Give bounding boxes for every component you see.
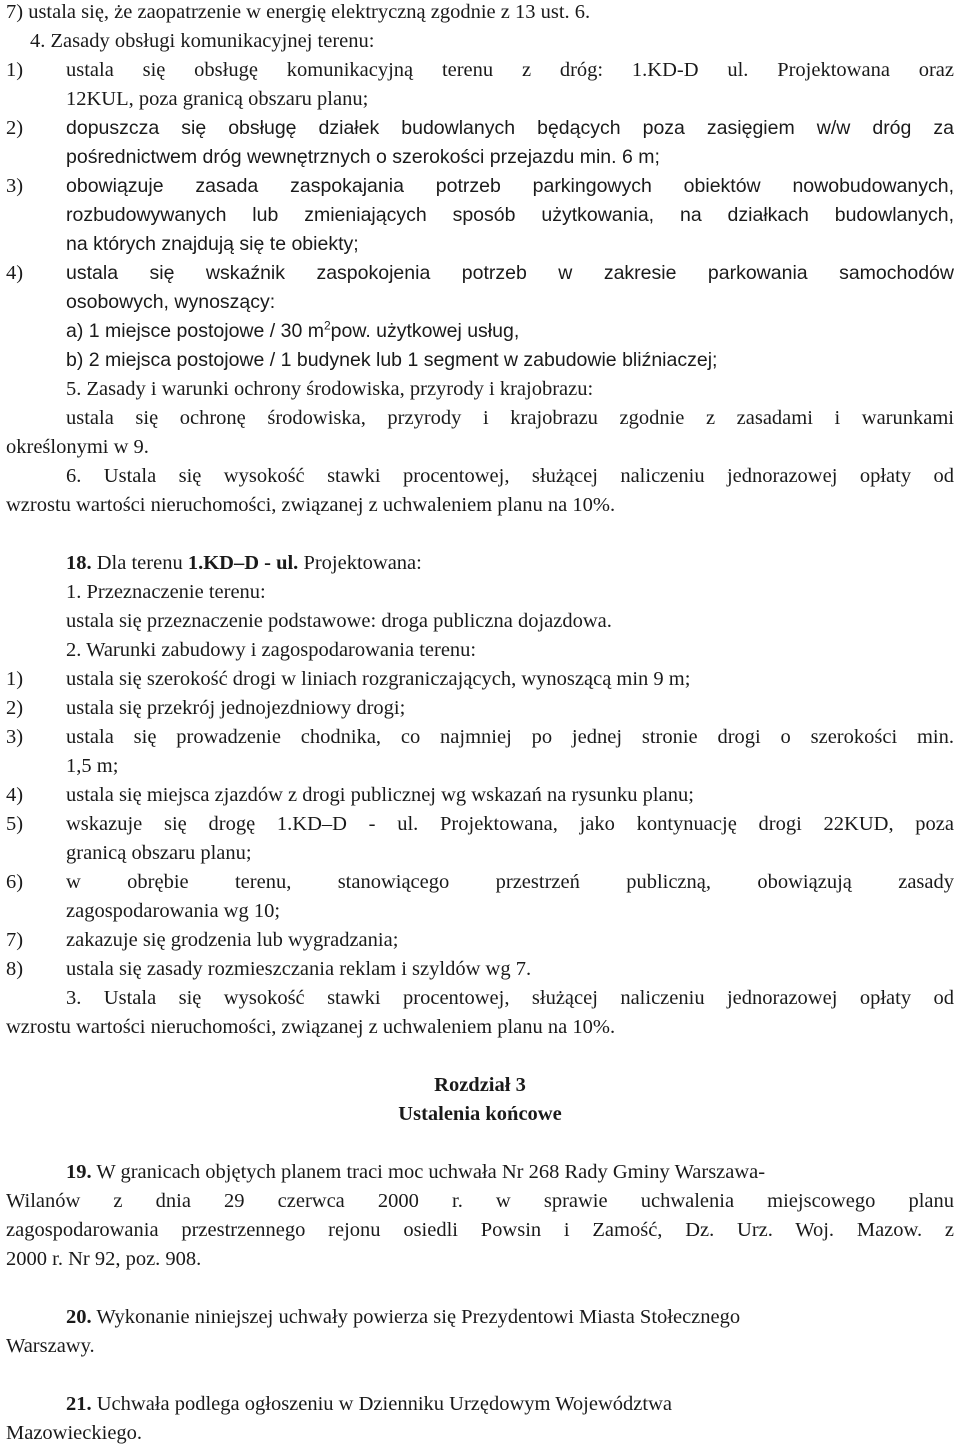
text-line: Wilanów z dnia 29 czerwca 2000 r. w sprawie uchwalenia miejscowego planu: [6, 1190, 954, 1212]
paragraph-body: Wykonanie niniejszej uchwały powierza się Prezydentowi Miasta Stołecznego: [91, 1306, 741, 1328]
section-heading: 5. Zasady i warunki ochrony środowiska, przyrody i krajobrazu:: [66, 378, 594, 400]
sub-item-text: pow. użytkowej usług,: [330, 320, 520, 342]
heading-text: Projektowana:: [298, 552, 422, 574]
list-item: ustala się miejsca zjazdów z drogi publicznej wg wskazań na rysunku planu;: [66, 784, 694, 806]
text-line: ustala się ochronę środowiska, przyrody i krajobrazu zgodnie z zasadami i warunkami: [66, 407, 954, 429]
list-number: 2): [6, 117, 24, 139]
list-number: 3): [6, 726, 24, 748]
list-number: 6): [6, 871, 24, 893]
section-heading: 2. Warunki zabudowy i zagospodarowania terenu:: [66, 639, 477, 661]
heading-symbol: 1.KD–D - ul.: [187, 552, 299, 574]
list-number: 1): [6, 59, 24, 81]
list-item: ustala się szerokość drogi w liniach rozgraniczających, wynoszącą min 9 m;: [66, 668, 691, 690]
paragraph-text: [66, 1160, 765, 1184]
list-item: ustala się przekrój jednojezdniowy drogi;: [66, 697, 406, 719]
paragraph-heading: [66, 551, 422, 575]
list-item: zakazuje się grodzenia lub wygradzania;: [66, 929, 399, 951]
text-line: Warszawy.: [6, 1335, 95, 1357]
list-item: ustala się prowadzenie chodnika, co najmniej po jednej stronie drogi o szerokości min.: [66, 726, 954, 748]
list-number: 5): [6, 813, 24, 835]
text-line: 3. Ustala się wysokość stawki procentowej, służącej naliczeniu jednorazowej opłaty od: [66, 987, 954, 1009]
sub-list-item: [66, 319, 519, 343]
heading-text: Dla terenu: [91, 552, 188, 574]
text-line: 2000 r. Nr 92, poz. 908.: [6, 1248, 202, 1270]
paragraph-text: [66, 1305, 740, 1329]
text-line: na których znajdują się te obiekty;: [66, 233, 359, 255]
list-number: 8): [6, 958, 24, 980]
text-line: zagospodarowania przestrzennego rejonu osiedli Powsin i Zamość, Dz. Urz. Woj. Mazow. z: [6, 1219, 954, 1241]
text-line: 12KUL, poza granicą obszaru planu;: [66, 88, 369, 110]
list-item: dopuszcza się obsługę działek budowlanych będących poza zasięgiem w/w dróg za: [66, 117, 954, 139]
text-line: określonymi w 9.: [6, 436, 149, 458]
text-line: 6. Ustala się wysokość stawki procentowej, służącej naliczeniu jednorazowej opłaty od: [66, 465, 954, 487]
list-item: ustala się wskaźnik zaspokojenia potrzeb w zakresie parkowania samochodów: [66, 262, 954, 284]
paragraph-number: 19.: [66, 1161, 92, 1183]
paragraph-text: [66, 1392, 954, 1416]
paragraph-body: W granicach objętych planem traci moc uchwała Nr 268 Rady Gminy Warszawa-: [91, 1161, 766, 1183]
text-line: osobowych, wynoszący:: [66, 291, 276, 313]
text-line: ustala się przeznaczenie podstawowe: droga publiczna dojazdowa.: [66, 610, 612, 632]
paragraph-number: 18.: [66, 552, 92, 574]
text-line: rozbudowywanych lub zmieniających sposób użytkowania, na działkach budowlanych,: [66, 204, 954, 226]
list-item: wskazuje się drogę 1.KD–D - ul. Projektowana, jako kontynuację drogi 22KUD, poza: [66, 813, 954, 835]
chapter-subtitle: Ustalenia końcowe: [398, 1103, 562, 1125]
list-number: 7): [6, 929, 24, 951]
sub-item-text: a) 1 miejsce postojowe / 30 m: [66, 320, 324, 342]
text-line: wzrostu wartości nieruchomości, związanej z uchwaleniem planu na 10%.: [6, 494, 616, 516]
text-line: pośrednictwem dróg wewnętrznych o szerokości przejazdu min. 6 m;: [66, 146, 660, 168]
text-line: 1,5 m;: [66, 755, 119, 777]
list-item: ustala się obsługę komunikacyjną terenu z dróg: 1.KD-D ul. Projektowana oraz: [66, 59, 954, 81]
list-item: w obrębie terenu, stanowiącego przestrzeń publiczną, obowiązują zasady: [66, 871, 954, 893]
section-heading: 1. Przeznaczenie terenu:: [66, 581, 266, 603]
list-number: 1): [6, 668, 24, 690]
list-number: 4): [6, 784, 24, 806]
sub-list-item: b) 2 miejsca postojowe / 1 budynek lub 1 segment w zabudowie bliźniaczej;: [66, 349, 718, 371]
section-heading: 4. Zasady obsługi komunikacyjnej terenu:: [30, 30, 375, 52]
text-line: Mazowieckiego.: [6, 1422, 143, 1444]
paragraph-number: 20.: [66, 1306, 92, 1328]
superscript: 2: [323, 318, 331, 333]
paragraph-number: 21.: [66, 1393, 92, 1415]
text-line: zagospodarowania wg 10;: [66, 900, 281, 922]
text-line: granicą obszaru planu;: [66, 842, 252, 864]
list-item: ustala się zasady rozmieszczania reklam i szyldów wg 7.: [66, 958, 532, 980]
list-number: 2): [6, 697, 24, 719]
text-line: wzrostu wartości nieruchomości, związanej z uchwaleniem planu na 10%.: [6, 1016, 616, 1038]
list-number: 3): [6, 175, 24, 197]
list-item: obowiązuje zasada zaspokajania potrzeb parkingowych obiektów nowobudowanych,: [66, 175, 954, 197]
chapter-title: Rozdział 3: [434, 1074, 526, 1096]
text-line: 7) ustala się, że zaopatrzenie w energię elektryczną zgodnie z 13 ust. 6.: [6, 1, 591, 23]
list-number: 4): [6, 262, 24, 284]
paragraph-body: Uchwała podlega ogłoszeniu w Dzienniku Urzędowym Województwa: [91, 1393, 672, 1415]
